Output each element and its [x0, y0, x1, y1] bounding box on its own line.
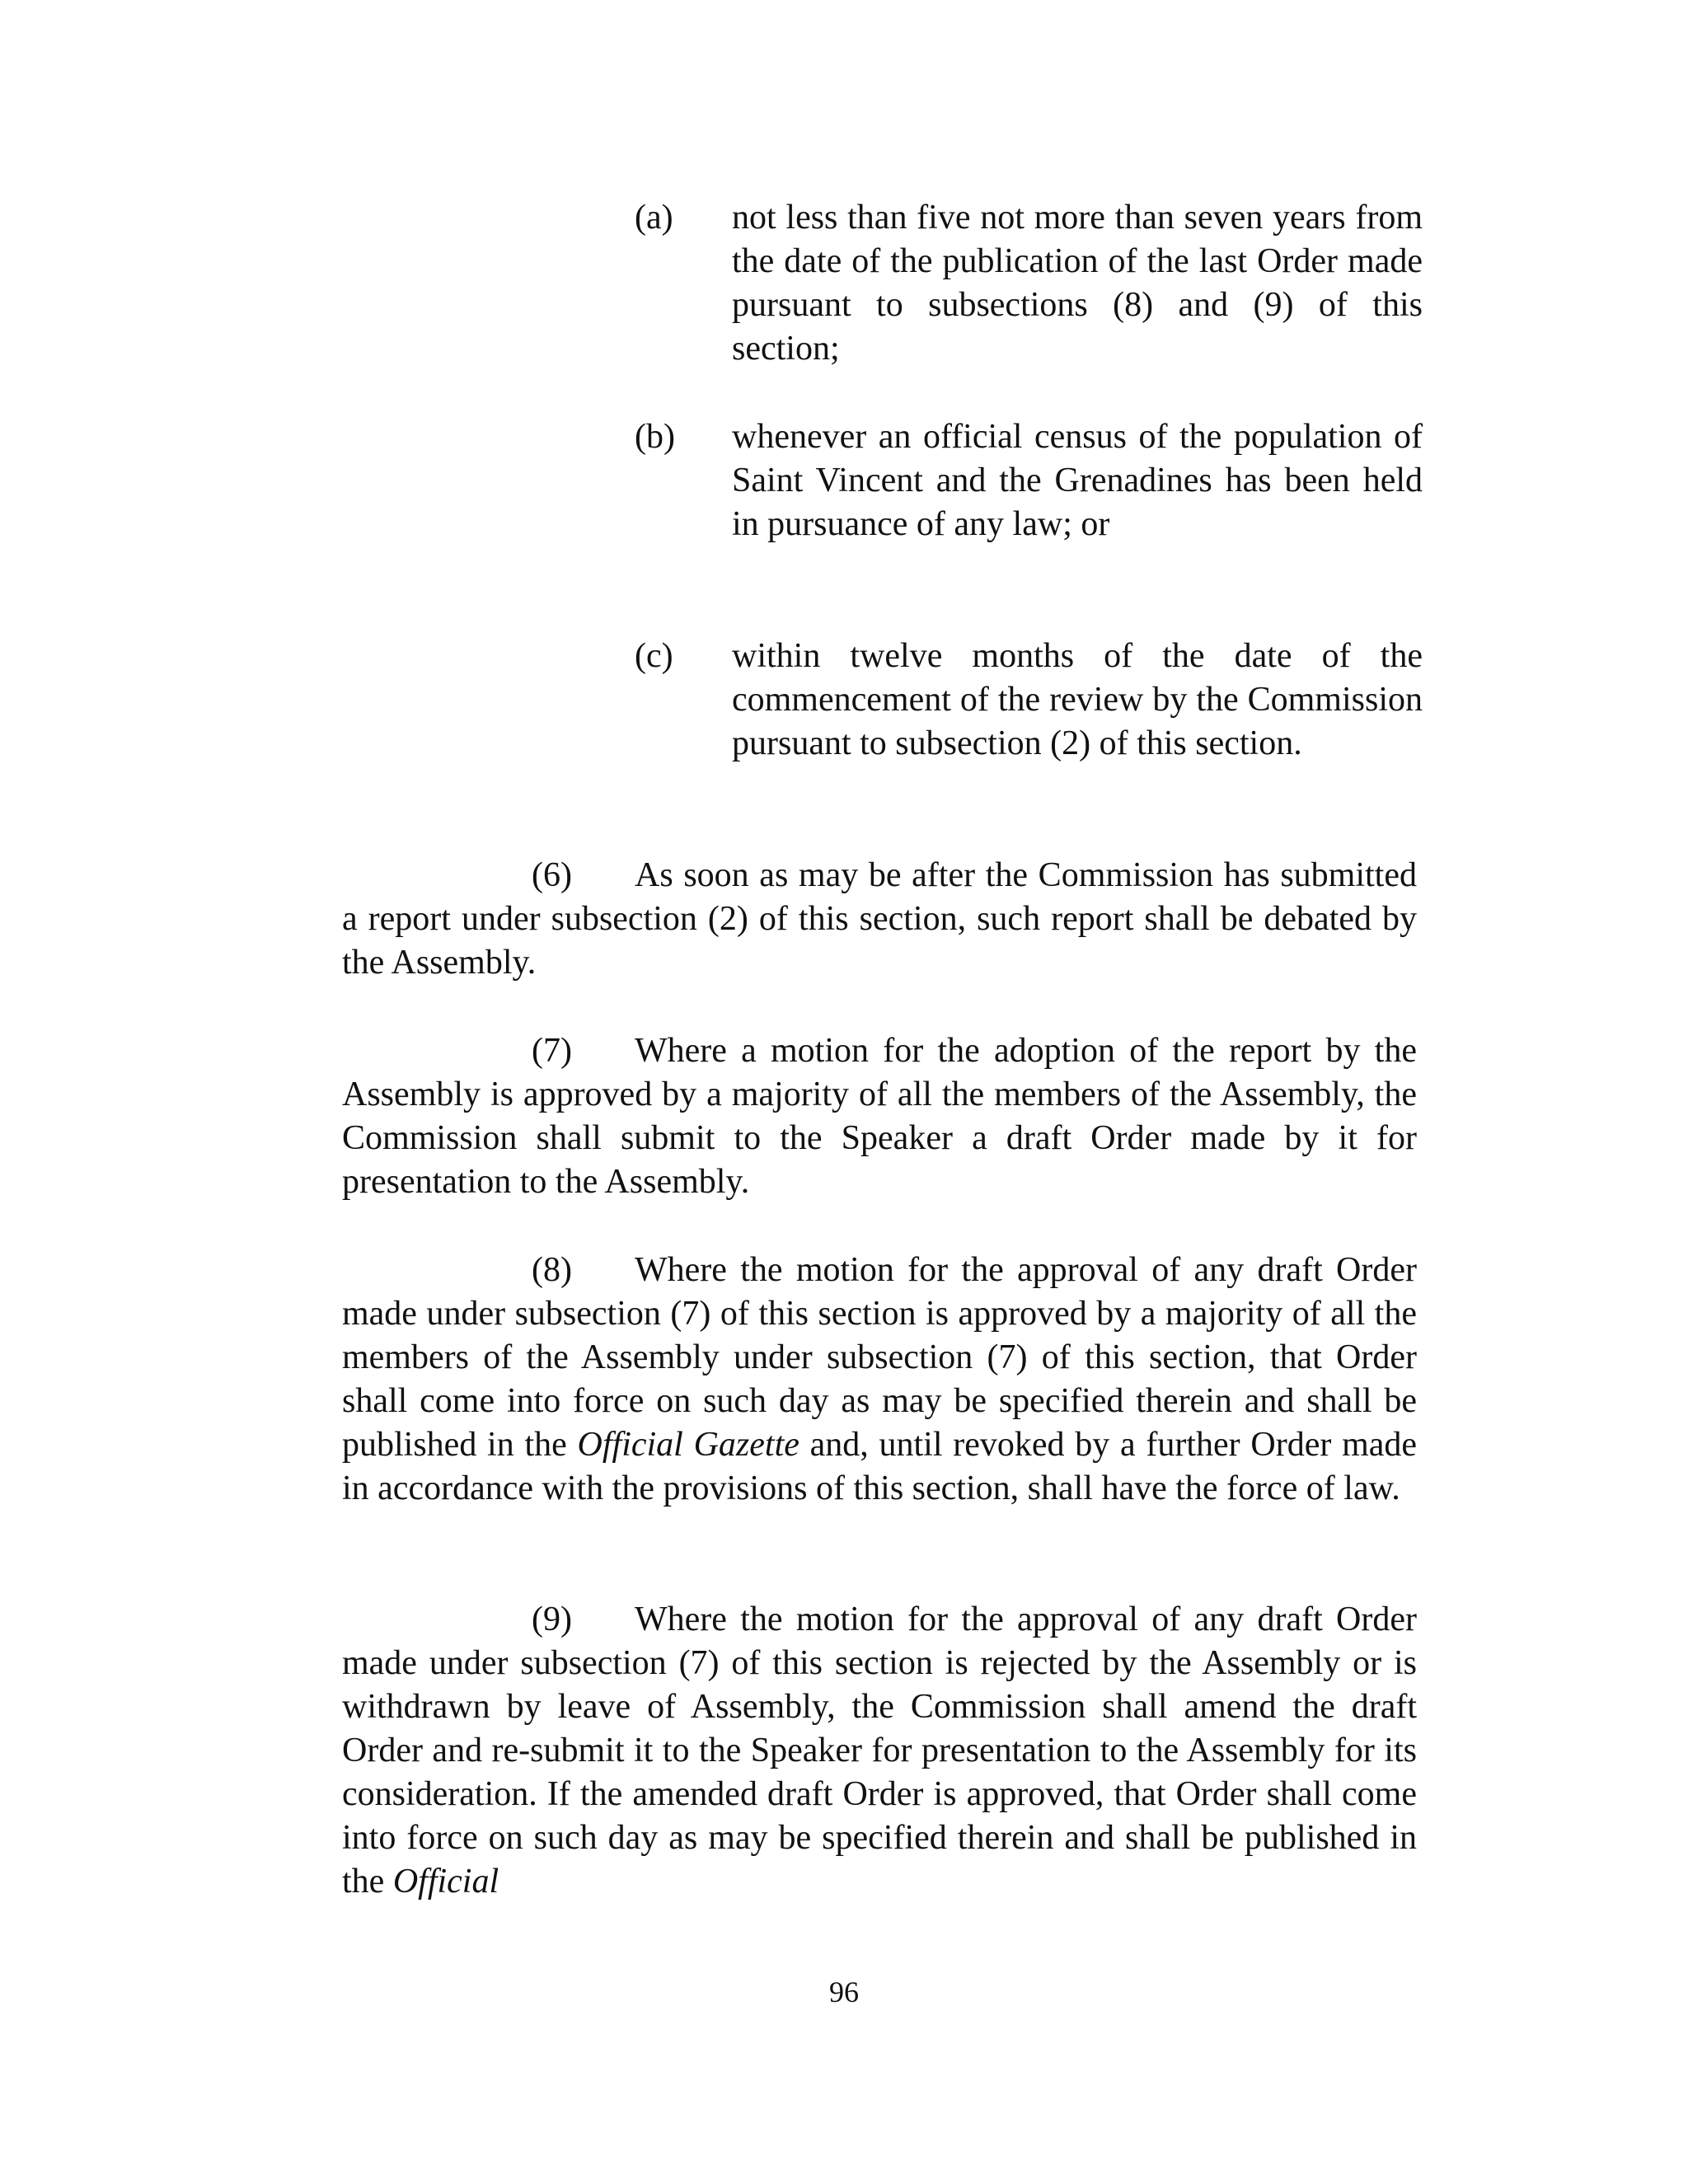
gazette-title: Official Gazette [577, 1426, 799, 1464]
gazette-title: Official [392, 1863, 499, 1900]
paragraph-text: Where the motion for the approval of any draft Order made under subsection (7) of this section is approved by a majority of all the members of the Assembly under subsection (7) of this section, that Order shall come into force on such day as may be specified therein and shall be published in the [342, 1251, 1417, 1464]
item-label: (b) [635, 418, 675, 456]
paragraph-6 [342, 854, 1417, 985]
page-number: 96 [829, 1975, 859, 2008]
paragraph-text: Where the motion for the approval of any draft Order made under subsection (7) of this section is rejected by the Assembly or is withdrawn by leave of Assembly, the Commission shall amend the draft Order and re-submit it to the Speaker for presentation to the Assembly for its consideration. If the amended draft Order is approved, that Order shall come into force on such day as may be specified therein and shall be published in the [342, 1601, 1417, 1900]
item-label: (a) [635, 199, 673, 237]
paragraph-number: (7) [532, 1032, 572, 1070]
paragraph-8 [342, 1249, 1417, 1511]
item-text: not less than five not more than seven years from the date of the publication of the last Order made pursuant to subsections (8) and (9) of this section; [732, 199, 1423, 368]
paragraph-text: Where a motion for the adoption of the report by the Assembly is approved by a majority of all the members of the Assembly, the Commission shall submit to the Speaker a draft Order made by it for presentation to the Assembly. [342, 1032, 1417, 1201]
item-text: within twelve months of the date of the commencement of the review by the Commission pursuant to subsection (2) of this section. [732, 637, 1423, 762]
paragraph-text-continued: and, until revoked by a further Order made in accordance with the provisions of this section, shall have the force of law. [342, 1426, 1418, 1507]
item-text: whenever an official census of the population of Saint Vincent and the Grenadines has been held in pursuance of any law; or [732, 418, 1423, 543]
paragraph-number: (9) [532, 1601, 572, 1638]
paragraph-9 [342, 1598, 1417, 1904]
paragraph-7 [342, 1029, 1417, 1204]
paragraph-number: (8) [532, 1251, 572, 1289]
paragraph-text: As soon as may be after the Commission has submitted a report under subsection (2) of this section, such report shall be debated by the Assembly. [342, 856, 1417, 982]
item-label: (c) [635, 637, 673, 675]
paragraph-number: (6) [532, 856, 572, 894]
